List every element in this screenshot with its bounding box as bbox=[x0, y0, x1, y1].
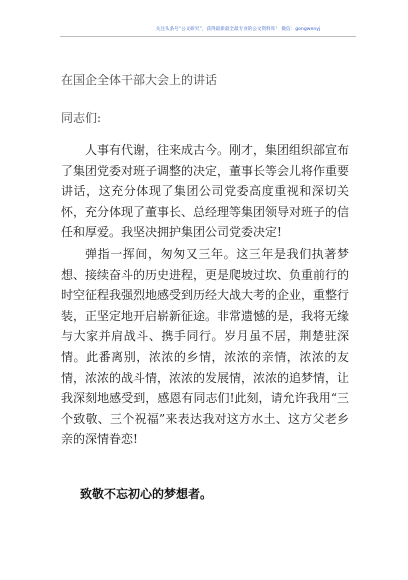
paragraph-1: 人事有代谢，往来成古今。刚才，集团组织部宣布了集团党委对班子调整的决定，董事长等会儿将作重要讲话，这充分体现了集团公司党委高度重视和深切关怀，充分体现了董事长、总经理等集团领导对班子的信任和厚爱。我坚决拥护集团公司党委决定! bbox=[61, 143, 350, 240]
paragraph-2: 弹指一挥间，匆匆又三年。这三年是我们执著梦想、接续奋斗的历史进程，更是爬坡过坎、负重前行的时空征程我强烈地感受到历经大战大考的企业，重整行装，正坚定地开启崭新征途。非常遗憾的是，我将无缘与大家并肩战斗、携手同行。岁月虽不居，荆楚驻深情。此番离别，浓浓的乡情，浓浓的亲情，浓浓的友情，浓浓的战斗情，浓浓的发展情，浓浓的追梦情，让我深刻地感受到，感恩有同志们!此刻，请允许我用“三个致敬、三个祝福”来表达我对这方水土、这方父老乡亲的深情眷恋! bbox=[61, 247, 350, 447]
salutation: 同志们: bbox=[61, 111, 102, 125]
document-title: 在国企全体干部大会上的讲话 bbox=[61, 73, 218, 87]
section-heading: 致敬不忘初心的梦想者。 bbox=[80, 487, 213, 501]
promo-banner-text[interactable]: 关注头条号“公文研究”，获得最新最全最专业的公文资料库！ 微信：gongwenyj bbox=[155, 27, 321, 32]
header-divider bbox=[60, 36, 356, 37]
